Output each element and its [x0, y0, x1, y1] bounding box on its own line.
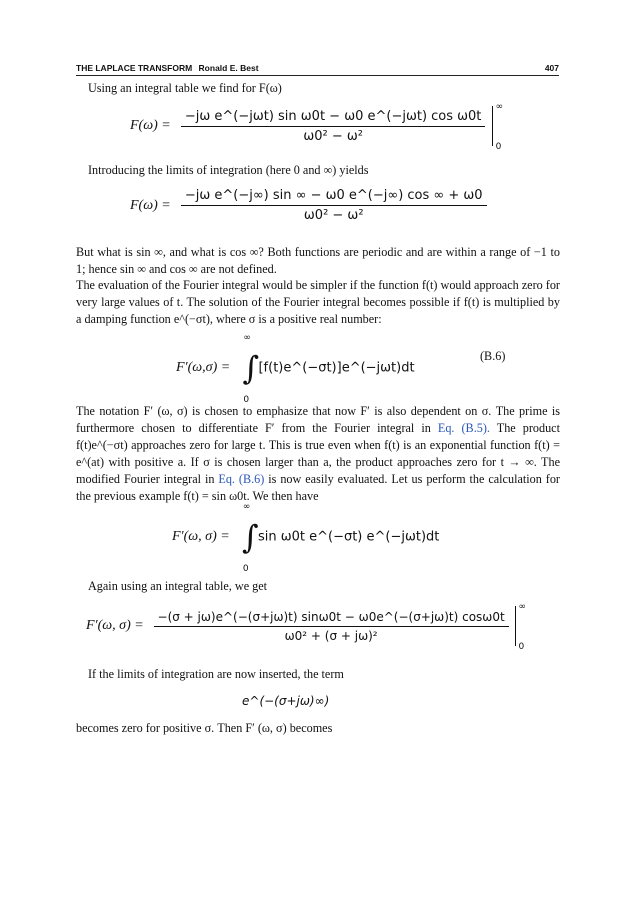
running-header [76, 63, 559, 76]
paragraph-8: becomes zero for positive σ. Then F′ (ω, σ) becomes [76, 721, 333, 735]
paragraph-5-text-b: The product f(t)e^(−σt) approaches zero for large t. This is true even when f(t) is an exponential function f(t) = e^(at) with positive a. If σ is chosen larger than a, the product approaches zero for t → ∞. The modified Fourier integral in [76, 421, 560, 486]
equation-6: e^(−(σ+jω)∞) [242, 694, 330, 708]
equation-2-lhs: F(ω) = [130, 197, 171, 213]
eq-b5-link[interactable]: Eq. (B.5). [437, 421, 490, 435]
equation-5-lower-limit: 0 [518, 642, 525, 652]
equation-1-lower-limit: 0 [495, 142, 502, 152]
integral-sign-1: ∞ ∫ 0 [242, 333, 259, 405]
paragraph-7: If the limits of integration are now inserted, the term [88, 667, 344, 681]
equation-2-numerator: −jω e^(−j∞) sin ∞ − ω0 e^(−j∞) cos ∞ + ω0 [181, 188, 487, 206]
equation-4-upper-limit: ∞ [242, 502, 251, 512]
equation-4-lhs: F′(ω, σ) = [172, 529, 230, 544]
equation-3-upper-limit: ∞ [243, 333, 251, 343]
paragraph-5 [76, 403, 560, 505]
paragraph-5-text-c: is now easily evaluated. Let us perform the calculation for the previous example f(t) = sin ω0t. We then have [76, 472, 560, 503]
equation-1 [130, 102, 504, 152]
equation-5 [86, 602, 527, 652]
paragraph-2: Introducing the limits of integration (here 0 and ∞) yields [88, 163, 369, 177]
equation-5-denominator: ω0² + (σ + jω)² [284, 628, 378, 643]
equation-4-body: sin ω0t e^(−σt) e^(−jωt)dt [257, 529, 440, 545]
equation-3-lower-limit: 0 [243, 395, 250, 405]
eq-b6-link[interactable]: Eq. (B.6) [218, 472, 265, 486]
equation-1-upper-limit: ∞ [495, 102, 504, 112]
equation-4-lower-limit: 0 [242, 564, 249, 574]
equation-3 [176, 333, 415, 405]
header-title: THE LAPLACE TRANSFORM [76, 63, 193, 73]
equation-label-b6: (B.6) [480, 349, 506, 363]
equation-1-eval-bar [492, 102, 504, 152]
equation-2-fraction [181, 188, 487, 223]
header-author: Ronald E. Best [198, 63, 259, 73]
equation-3-body: [f(t)e^(−σt)]e^(−jωt)dt [258, 360, 415, 376]
paragraph-4: The evaluation of the Fourier integral would be simpler if the function f(t) would approach zero for very large values of t. The solution of the Fourier integral becomes possible if f(t) is multiplied by a damping function e^(−σt), where σ is a positive real number: [76, 278, 560, 326]
equation-1-numerator: −jω e^(−jωt) sin ω0t − ω0 e^(−jωt) cos ω0t [181, 109, 486, 127]
paragraph-6: Again using an integral table, we get [88, 579, 268, 593]
equation-4 [172, 502, 440, 574]
integral-sign-2: ∞ ∫ 0 [241, 502, 259, 574]
page-number: 407 [544, 63, 559, 73]
equation-1-lhs: F(ω) = [130, 118, 171, 133]
paragraph-1: Using an integral table we find for F(ω) [88, 81, 282, 95]
equation-5-lhs: F′(ω, σ) = [86, 618, 144, 633]
equation-5-upper-limit: ∞ [518, 602, 527, 612]
equation-1-denominator: ω0² − ω² [303, 128, 363, 144]
equation-5-numerator: −(σ + jω)e^(−(σ+jω)t) sinω0t − ω0e^(−(σ+jω)t) cosω0t [154, 610, 509, 627]
equation-5-eval-bar [515, 602, 527, 652]
paragraph-5-text-a: The notation F′ (ω, σ) is chosen to emphasize that now F′ is also dependent on σ. The prime is furthermore chosen to differentiate F′ from the Fourier integral in [76, 404, 560, 435]
paragraph-3: But what is sin ∞, and what is cos ∞? Both functions are periodic and are within a range of −1 to 1; hence sin ∞ and cos ∞ are not defined. [76, 245, 560, 276]
equation-5-fraction [154, 610, 509, 643]
equation-3-lhs: F′(ω,σ) = [176, 360, 231, 375]
equation-2 [130, 188, 487, 223]
equation-2-denominator: ω0² − ω² [303, 208, 364, 223]
equation-1-fraction [181, 109, 486, 144]
